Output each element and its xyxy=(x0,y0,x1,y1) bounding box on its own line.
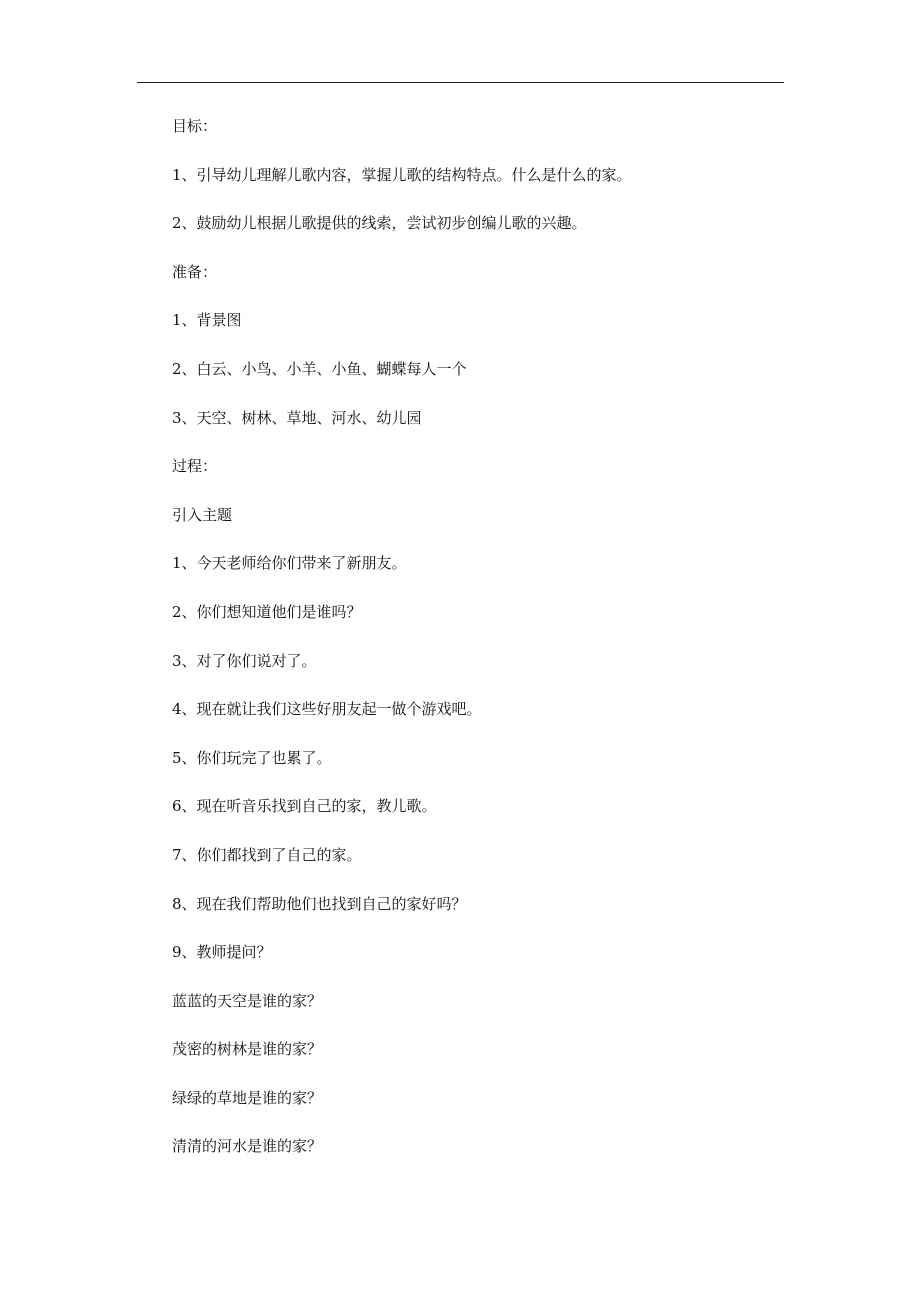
process-step: 4、现在就让我们这些好朋友起一做个游戏吧。 xyxy=(172,700,482,719)
question-line: 清清的河水是谁的家？ xyxy=(172,1137,323,1156)
process-step: 7、你们都找到了自己的家。 xyxy=(172,845,362,864)
preparation-item: 3、天空、树林、草地、河水、幼儿园 xyxy=(172,408,422,427)
header-rule xyxy=(137,82,784,83)
process-step: 6、现在听音乐找到自己的家，教儿歌。 xyxy=(172,797,437,816)
process-step: 2、你们想知道他们是谁吗？ xyxy=(172,602,362,621)
section-heading-goals: 目标： xyxy=(172,117,218,135)
question-line: 绿绿的草地是谁的家？ xyxy=(172,1088,323,1107)
goal-item: 2、鼓励幼儿根据儿歌提供的线索，尝试初步创编儿歌的兴趣。 xyxy=(172,214,587,233)
goal-item: 1、引导幼儿理解儿歌内容，掌握儿歌的结构特点。什么是什么的家。 xyxy=(172,165,632,184)
preparation-item: 2、白云、小鸟、小羊、小鱼、蝴蝶每人一个 xyxy=(172,359,467,378)
question-line: 茂密的树林是谁的家？ xyxy=(172,1040,323,1059)
process-step: 5、你们玩完了也累了。 xyxy=(172,748,332,767)
process-step: 8、现在我们帮助他们也找到自己的家好吗？ xyxy=(172,894,467,913)
subheading-intro: 引入主题 xyxy=(172,505,233,524)
process-step: 9、教师提问？ xyxy=(172,943,272,962)
question-line: 蓝蓝的天空是谁的家？ xyxy=(172,991,323,1010)
process-step: 3、对了你们说对了。 xyxy=(172,651,317,670)
document-body xyxy=(172,112,772,1181)
preparation-item: 1、背景图 xyxy=(172,311,242,330)
section-heading-process: 过程： xyxy=(172,457,218,476)
process-step: 1、今天老师给你们带来了新朋友。 xyxy=(172,554,407,573)
section-heading-preparation: 准备： xyxy=(172,262,218,281)
